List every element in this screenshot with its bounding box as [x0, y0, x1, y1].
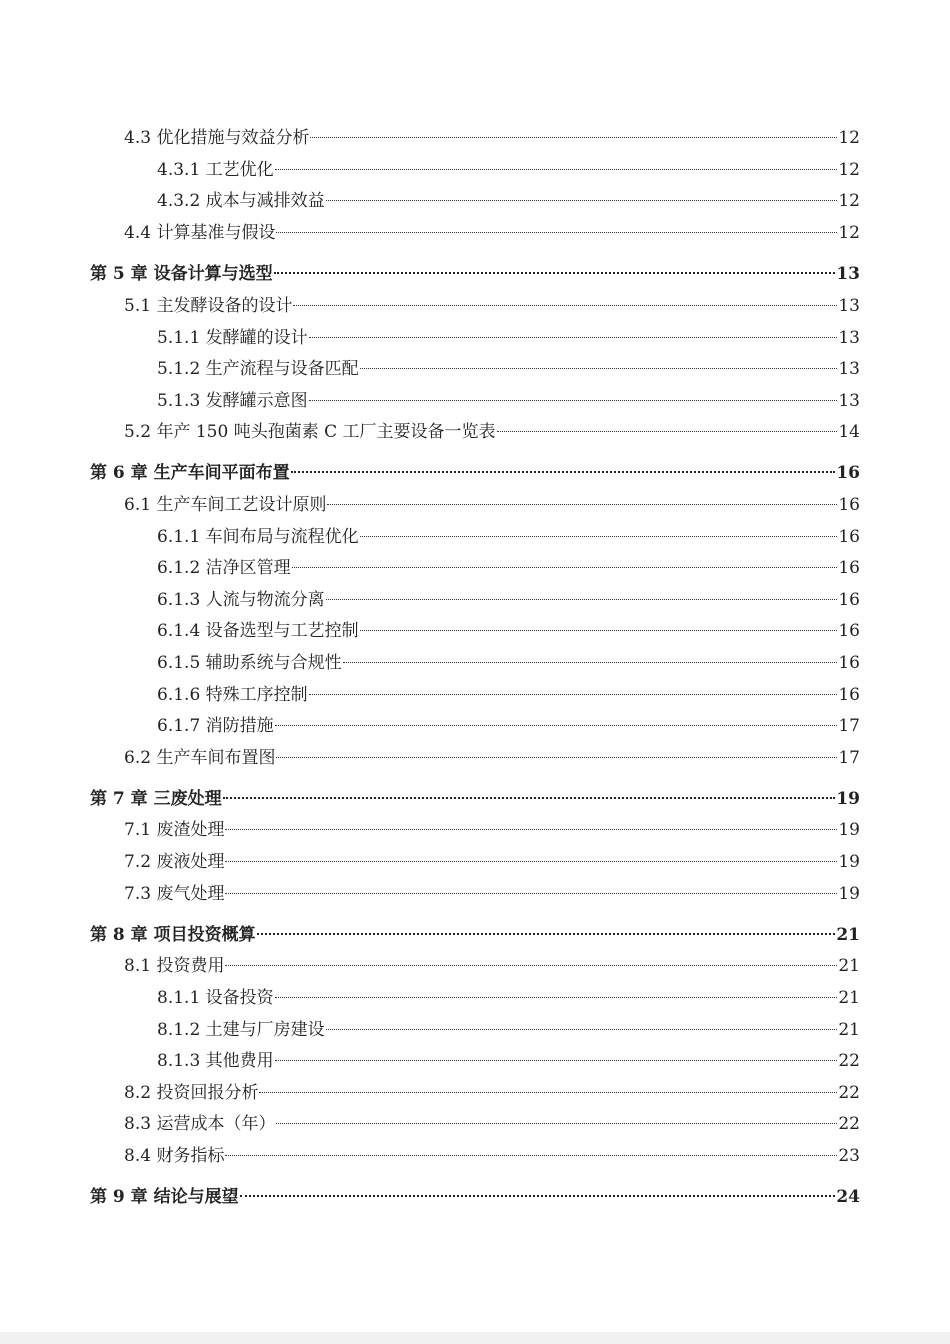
toc-dot-leader — [293, 305, 837, 306]
toc-entry-title: 7.1 废渣处理 — [124, 820, 225, 840]
toc-entry-title: 8.1 投资费用 — [124, 956, 225, 976]
toc-page-number: 12 — [838, 191, 860, 211]
toc-dot-leader — [225, 893, 837, 894]
toc-chapter-entry[interactable] — [90, 262, 860, 286]
toc-page-number: 16 — [836, 463, 860, 483]
toc-dot-leader — [309, 337, 838, 338]
toc-section-entry[interactable] — [124, 954, 860, 978]
toc-subsection-entry[interactable] — [157, 651, 860, 675]
toc-dot-leader — [240, 1195, 836, 1197]
toc-page-number: 14 — [838, 422, 860, 442]
toc-page-number: 22 — [838, 1114, 860, 1134]
toc-section-entry[interactable] — [124, 221, 860, 245]
toc-subsection-entry[interactable] — [157, 986, 860, 1010]
toc-chapter-entry[interactable] — [90, 461, 860, 485]
toc-page-number: 21 — [838, 1020, 860, 1040]
toc-dot-leader — [259, 1092, 837, 1093]
toc-entry-title: 6.1.3 人流与物流分离 — [157, 590, 325, 610]
toc-dot-leader — [360, 536, 838, 537]
toc-dot-leader — [360, 368, 838, 369]
toc-page-number: 12 — [838, 160, 860, 180]
toc-page-number: 13 — [838, 296, 860, 316]
toc-page-number: 24 — [836, 1187, 860, 1207]
toc-dot-leader — [309, 400, 838, 401]
toc-dot-leader — [274, 272, 836, 274]
toc-page-number: 13 — [838, 328, 860, 348]
toc-subsection-entry[interactable] — [157, 158, 860, 182]
toc-section-entry[interactable] — [124, 493, 860, 517]
toc-entry-title: 7.3 废气处理 — [124, 884, 225, 904]
toc-page-number: 13 — [838, 391, 860, 411]
toc-dot-leader — [225, 861, 837, 862]
toc-entry-title: 6.1.6 特殊工序控制 — [157, 685, 308, 705]
toc-section-entry[interactable] — [124, 294, 860, 318]
toc-page-number: 17 — [838, 748, 860, 768]
toc-section-entry[interactable] — [124, 1112, 860, 1136]
toc-page-number: 16 — [838, 685, 860, 705]
toc-section-entry[interactable] — [124, 1081, 860, 1105]
toc-entry-title: 5.1.2 生产流程与设备匹配 — [157, 359, 359, 379]
toc-dot-leader — [310, 137, 837, 138]
toc-entry-title: 8.1.1 设备投资 — [157, 988, 274, 1008]
toc-subsection-entry[interactable] — [157, 683, 860, 707]
toc-dot-leader — [275, 725, 838, 726]
toc-entry-title: 6.1.1 车间布局与流程优化 — [157, 527, 359, 547]
toc-page-number: 17 — [838, 716, 860, 736]
toc-page-number: 16 — [838, 527, 860, 547]
toc-dot-leader — [225, 829, 837, 830]
toc-page-number: 13 — [838, 359, 860, 379]
toc-section-entry[interactable] — [124, 882, 860, 906]
toc-section-entry[interactable] — [124, 1144, 860, 1168]
toc-dot-leader — [497, 431, 838, 432]
toc-subsection-entry[interactable] — [157, 189, 860, 213]
toc-entry-title: 5.2 年产 150 吨头孢菌素 C 工厂主要设备一览表 — [124, 422, 496, 442]
toc-page-number: 23 — [838, 1146, 860, 1166]
toc-page-number: 21 — [838, 956, 860, 976]
toc-entry-title: 第 7 章 三废处理 — [90, 789, 222, 809]
toc-page-number: 16 — [838, 558, 860, 578]
toc-dot-leader — [276, 757, 837, 758]
toc-entry-title: 6.2 生产车间布置图 — [124, 748, 276, 768]
toc-page-number: 22 — [838, 1083, 860, 1103]
toc-dot-leader — [275, 169, 838, 170]
toc-dot-leader — [309, 694, 838, 695]
toc-entry-title: 5.1 主发酵设备的设计 — [124, 296, 293, 316]
toc-dot-leader — [275, 1060, 838, 1061]
toc-entry-title: 7.2 废液处理 — [124, 852, 225, 872]
toc-chapter-entry[interactable] — [90, 787, 860, 811]
toc-page-number: 16 — [838, 621, 860, 641]
toc-subsection-entry[interactable] — [157, 389, 860, 413]
toc-entry-title: 5.1.1 发酵罐的设计 — [157, 328, 308, 348]
toc-dot-leader — [360, 630, 838, 631]
toc-subsection-entry[interactable] — [157, 1018, 860, 1042]
toc-entry-title: 4.3.2 成本与减排效益 — [157, 191, 325, 211]
toc-subsection-entry[interactable] — [157, 556, 860, 580]
toc-dot-leader — [275, 997, 838, 998]
toc-subsection-entry[interactable] — [157, 619, 860, 643]
toc-page-number: 16 — [838, 495, 860, 515]
toc-entry-title: 8.2 投资回报分析 — [124, 1083, 259, 1103]
toc-entry-title: 5.1.3 发酵罐示意图 — [157, 391, 308, 411]
toc-dot-leader — [225, 965, 837, 966]
toc-entry-title: 8.4 财务指标 — [124, 1146, 225, 1166]
toc-entry-title: 6.1.4 设备选型与工艺控制 — [157, 621, 359, 641]
toc-dot-leader — [326, 599, 838, 600]
toc-dot-leader — [326, 1029, 838, 1030]
toc-page-number: 19 — [838, 820, 860, 840]
toc-dot-leader — [326, 200, 838, 201]
toc-subsection-entry[interactable] — [157, 714, 860, 738]
toc-section-entry[interactable] — [124, 746, 860, 770]
toc-section-entry[interactable] — [124, 420, 860, 444]
toc-subsection-entry[interactable] — [157, 326, 860, 350]
toc-page-number: 19 — [836, 789, 860, 809]
toc-page-number: 13 — [836, 264, 860, 284]
toc-chapter-entry[interactable] — [90, 1185, 860, 1209]
toc-page-number: 22 — [838, 1051, 860, 1071]
toc-entry-title: 4.4 计算基准与假设 — [124, 223, 276, 243]
toc-entry-title: 6.1.5 辅助系统与合规性 — [157, 653, 342, 673]
toc-entry-title: 第 5 章 设备计算与选型 — [90, 264, 273, 284]
toc-dot-leader — [291, 471, 836, 473]
toc-entry-title: 6.1.7 消防措施 — [157, 716, 274, 736]
toc-entry-title: 4.3.1 工艺优化 — [157, 160, 274, 180]
toc-page-number: 12 — [838, 128, 860, 148]
toc-entry-title: 8.1.2 土建与厂房建设 — [157, 1020, 325, 1040]
toc-entry-title: 8.1.3 其他费用 — [157, 1051, 274, 1071]
toc-dot-leader — [276, 232, 837, 233]
toc-entry-title: 4.3 优化措施与效益分析 — [124, 128, 310, 148]
toc-page-number: 16 — [838, 653, 860, 673]
toc-entry-title: 6.1 生产车间工艺设计原则 — [124, 495, 327, 515]
toc-entry-title: 第 8 章 项目投资概算 — [90, 925, 256, 945]
toc-page-number: 19 — [838, 884, 860, 904]
toc-page-number: 12 — [838, 223, 860, 243]
toc-dot-leader — [343, 662, 838, 663]
toc-dot-leader — [257, 933, 836, 935]
toc-entry-title: 第 9 章 结论与展望 — [90, 1187, 239, 1207]
toc-chapter-entry[interactable] — [90, 923, 860, 947]
toc-dot-leader — [276, 1123, 837, 1124]
toc-subsection-entry[interactable] — [157, 1049, 860, 1073]
toc-subsection-entry[interactable] — [157, 525, 860, 549]
toc-section-entry[interactable] — [124, 818, 860, 842]
toc-dot-leader — [225, 1155, 837, 1156]
toc-section-entry[interactable] — [124, 850, 860, 874]
toc-dot-leader — [327, 504, 837, 505]
toc-dot-leader — [292, 567, 838, 568]
toc-entry-title: 第 6 章 生产车间平面布置 — [90, 463, 290, 483]
toc-page-number: 21 — [838, 988, 860, 1008]
toc-subsection-entry[interactable] — [157, 588, 860, 612]
toc-subsection-entry[interactable] — [157, 357, 860, 381]
toc-dot-leader — [223, 797, 836, 799]
toc-section-entry[interactable] — [124, 126, 860, 150]
toc-page-number: 16 — [838, 590, 860, 610]
toc-page-number: 19 — [838, 852, 860, 872]
toc-entry-title: 6.1.2 洁净区管理 — [157, 558, 291, 578]
toc-page-number: 21 — [836, 925, 860, 945]
toc-entry-title: 8.3 运营成本（年） — [124, 1114, 276, 1134]
